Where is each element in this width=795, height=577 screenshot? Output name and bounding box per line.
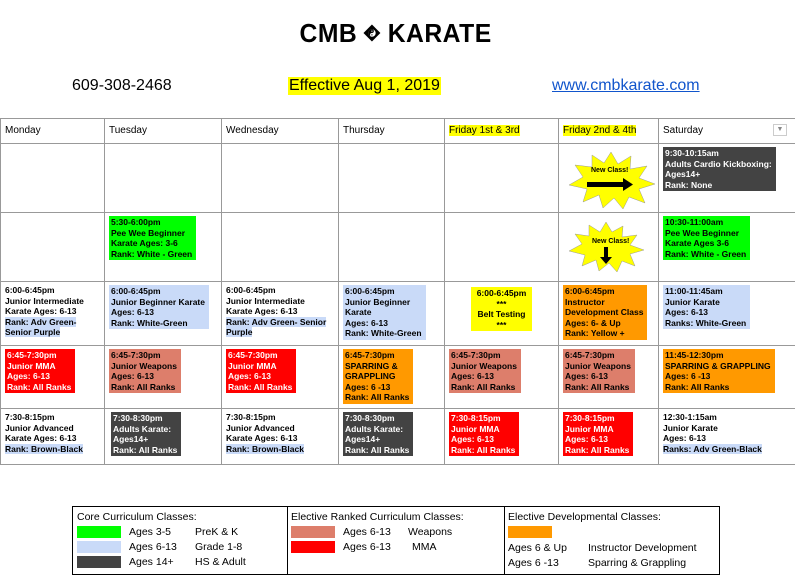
class-rank: Rank: All Ranks: [451, 444, 516, 455]
new-class-cell: [559, 144, 659, 213]
class-rank: Ranks: White-Green: [665, 317, 747, 328]
class-name-cont: Development Class: [565, 307, 644, 317]
class-rank: Rank: Adv Green- Senior: [226, 316, 327, 327]
class-rank: Rank: Yellow +: [565, 328, 625, 338]
class-ages: Ages14+: [665, 169, 701, 179]
class-name: SPARRING & GRAPPLING: [665, 360, 771, 371]
class-cell: [105, 409, 222, 465]
logo: [298, 14, 494, 52]
empty-cell: [1, 144, 105, 213]
swatch-core-ages-14: [77, 556, 121, 568]
class-ages: Karate Ages: 3-6: [111, 238, 178, 248]
empty-cell: [445, 213, 559, 282]
class-cell: [659, 409, 795, 465]
legend-ranked-title: Elective Ranked Curriculum Classes:: [291, 511, 464, 523]
class-ages: Ages: 6-13: [565, 434, 608, 444]
new-class-cell: [559, 213, 659, 282]
class-name: Pee Wee Beginner: [111, 227, 186, 238]
class-time: 6:00-6:45pm: [345, 286, 395, 296]
class-block-pee-wee: [109, 216, 196, 260]
yin-yang-logo-icon: [363, 14, 381, 52]
class-block-adult-karate: [111, 412, 181, 456]
swatch-mma: [291, 541, 335, 553]
class-ages: Karate Ages: 6-13: [226, 306, 298, 316]
class-name: Junior Advanced: [226, 422, 295, 433]
class-name: Junior Intermediate: [226, 295, 305, 306]
class-ages: Ages: 6 -13: [345, 381, 391, 392]
class-ages: Ages: 6-13: [451, 434, 494, 444]
legend-ages: Ages 6 -13: [508, 557, 559, 569]
class-name: Adults Karate:: [345, 423, 404, 434]
class-cell: [559, 409, 659, 465]
class-cell: [1, 409, 105, 465]
legend-ages: Ages 6 & Up: [508, 542, 567, 554]
class-time: 6:45-7:30pm: [565, 350, 615, 360]
swatch-core-ages-3-5: [77, 526, 121, 538]
logo-text-left: CMB: [299, 17, 358, 48]
day-header-thursday: Thursday: [339, 119, 445, 144]
empty-cell: [339, 213, 445, 282]
class-time: 7:30-8:15pm: [226, 412, 276, 422]
class-rank: Rank: Adv Green-: [5, 316, 77, 327]
empty-cell: [222, 144, 339, 213]
class-name: Junior MMA: [7, 360, 56, 371]
class-ages: Ages: 6-13: [228, 371, 271, 381]
day-header-wednesday: Wednesday: [222, 119, 339, 144]
class-rank: Rank: All Ranks: [565, 444, 630, 455]
class-block-pee-wee: [663, 216, 750, 260]
class-cell: [659, 282, 795, 346]
class-block-instructor-dev: [563, 285, 647, 340]
class-name: Adults Karate:: [113, 423, 172, 434]
class-block-junior-beginner: [109, 285, 209, 329]
class-name-cont: Karate: [345, 307, 372, 317]
class-time: 6:45-7:30pm: [345, 350, 395, 360]
website-link[interactable]: www.cmbkarate.com: [552, 77, 700, 94]
legend-grade: Grade 1-8: [195, 541, 243, 553]
class-name: Junior MMA: [228, 360, 277, 371]
class-block-junior-weapons: [449, 349, 521, 393]
class-rank: Rank: All Ranks: [345, 392, 410, 402]
class-name: Instructor: [565, 296, 605, 307]
class-time: 6:00-6:45pm: [111, 286, 161, 296]
class-cell: [659, 144, 795, 213]
legend-core: [73, 507, 288, 574]
schedule-row: [1, 409, 795, 465]
class-block-junior-mma: [5, 349, 75, 393]
class-name: Junior Weapons: [565, 360, 631, 371]
class-cell: [339, 282, 445, 346]
class-rank: Rank: All Ranks: [345, 444, 410, 455]
class-time: 11:00-11:45am: [665, 286, 723, 296]
legend: [72, 506, 720, 575]
class-time: 6:45-7:30pm: [7, 350, 57, 360]
class-ages: Ages: 6-13: [7, 371, 50, 381]
class-ages: Karate Ages 3-6: [665, 238, 729, 248]
legend-ages: Ages 6-13: [343, 526, 391, 538]
class-rank: Rank: White-Green: [345, 328, 422, 338]
day-header-friday-1-3: [445, 119, 559, 144]
swatch-developmental: [508, 526, 552, 538]
legend-type: Weapons: [408, 526, 453, 538]
class-name: Junior Intermediate: [5, 295, 84, 306]
class-cell: [105, 346, 222, 409]
new-class-badge: New Class!: [592, 238, 630, 245]
class-cell: [339, 409, 445, 465]
class-rank-cont: Senior Purple: [5, 327, 61, 337]
empty-cell: [339, 144, 445, 213]
class-ages: Ages: 6-13: [345, 317, 388, 328]
legend-ages: Ages 6-13: [343, 541, 391, 553]
class-time: 5:30-6:00pm: [111, 217, 161, 227]
class-block-junior-mma: [563, 412, 633, 456]
legend-ages: Ages 14+: [129, 556, 174, 568]
new-class-badge: New Class!: [591, 167, 629, 174]
class-cell: [105, 282, 222, 346]
legend-type: Instructor Development: [588, 542, 697, 554]
class-name: Belt Testing: [477, 309, 526, 319]
legend-grade: PreK & K: [195, 526, 239, 538]
class-block-junior-mma: [449, 412, 519, 456]
class-cell: [659, 213, 795, 282]
class-cell: [105, 213, 222, 282]
class-block-junior-weapons: [563, 349, 635, 393]
class-ages: Ages: 6-13: [111, 307, 154, 317]
class-time: 11:45-12:30pm: [665, 350, 724, 360]
class-block-junior-karate: [663, 285, 750, 329]
class-cell: [222, 346, 339, 409]
legend-ranked: [287, 507, 505, 574]
class-ages: Ages: 6 -13: [665, 371, 711, 381]
class-rank: Rank: Brown-Black: [226, 443, 304, 454]
logo-text-right: KARATE: [387, 17, 492, 48]
class-ages: Ages: 6-13: [111, 371, 154, 381]
class-cell: [222, 282, 339, 346]
schedule-row: [1, 282, 795, 346]
class-ages: Ages14+: [113, 434, 149, 444]
class-name: Junior Beginner: [345, 296, 411, 307]
class-ages: Ages: 6-13: [665, 307, 708, 317]
filter-dropdown-icon[interactable]: ▼: [773, 124, 787, 136]
swatch-core-ages-6-13: [77, 541, 121, 553]
class-block-adult-cardio: [663, 147, 776, 191]
class-time: 7:30-8:15pm: [451, 413, 501, 423]
new-class-right-arrow-burst-icon: [565, 150, 657, 210]
class-rank: Rank: All Ranks: [565, 381, 630, 392]
class-rank: Rank: All Ranks: [228, 381, 293, 392]
class-rank: Ranks: Adv Green-Black: [663, 443, 762, 454]
class-time: 6:00-6:45pm: [226, 285, 276, 295]
class-time: 6:45-7:30pm: [228, 350, 278, 360]
class-cell: [1, 346, 105, 409]
class-block-junior-weapons: [109, 349, 181, 393]
class-time: 6:00-6:45pm: [565, 286, 615, 296]
class-time: 12:30-1:15am: [663, 412, 717, 422]
class-name: Junior Beginner Karate: [111, 296, 205, 307]
class-cell: [445, 282, 559, 346]
empty-cell: [222, 213, 339, 282]
class-time: 7:30-8:30pm: [113, 413, 163, 423]
class-name: Adults Cardio Kickboxing:: [665, 158, 772, 169]
class-block-adult-karate: [343, 412, 413, 456]
class-name: Junior Karate: [665, 296, 720, 307]
class-name: Junior Karate: [663, 422, 718, 433]
class-cell: [445, 346, 559, 409]
schedule-row: [1, 213, 795, 282]
class-time: 9:30-10:15am: [665, 148, 719, 158]
class-rank: Rank: White - Green: [111, 248, 193, 259]
class-cell: [445, 409, 559, 465]
class-cell: [659, 346, 795, 409]
class-block-belt-testing: [471, 287, 533, 331]
effective-date: Effective Aug 1, 2019: [289, 77, 440, 94]
class-rank: Rank: None: [665, 179, 713, 190]
legend-core-title: Core Curriculum Classes:: [77, 511, 197, 523]
day-header-saturday: Saturday: [659, 119, 795, 144]
class-name: Junior MMA: [451, 423, 500, 434]
day-header-friday-1-3-label: Friday 1st & 3rd: [449, 124, 520, 136]
class-ages: Ages: 6-13: [451, 371, 494, 381]
class-time: 6:00-6:45pm: [5, 285, 55, 295]
legend-type: Sparring & Grappling: [588, 557, 687, 569]
class-time: 10:30-11:00am: [665, 217, 724, 227]
empty-cell: [1, 213, 105, 282]
class-time: 6:45-7:30pm: [451, 350, 501, 360]
class-ages: Ages: 6-13: [663, 433, 706, 443]
day-header-friday-2-4: [559, 119, 659, 144]
class-rank: Rank: All Ranks: [7, 381, 72, 392]
class-time: 6:00-6:45pm: [476, 288, 527, 298]
class-name: Pee Wee Beginner: [665, 227, 740, 238]
class-rank: Rank: All Ranks: [113, 444, 178, 455]
asterisks: ***: [496, 298, 507, 309]
class-name: SPARRING &: [345, 360, 398, 371]
schedule-row: [1, 346, 795, 409]
swatch-weapons: [291, 526, 335, 538]
legend-type: MMA: [412, 541, 437, 553]
class-block-sparring: [343, 349, 413, 404]
class-name: Junior Weapons: [451, 360, 517, 371]
empty-cell: [105, 144, 222, 213]
phone-number: 609-308-2468: [72, 77, 172, 94]
asterisks: ***: [496, 319, 507, 330]
day-header-monday: Monday: [1, 119, 105, 144]
class-rank: Rank: All Ranks: [111, 381, 176, 392]
class-ages: Karate Ages: 6-13: [5, 306, 77, 316]
class-name: Junior MMA: [565, 423, 614, 434]
class-ages: Karate Ages: 6-13: [226, 433, 298, 443]
class-cell: [339, 346, 445, 409]
legend-ages: Ages 3-5: [129, 526, 172, 538]
class-ages: Ages: 6-13: [565, 371, 608, 381]
class-block-sparring: [663, 349, 775, 393]
class-block-junior-mma: [226, 349, 296, 393]
class-time: 7:30-8:15pm: [565, 413, 615, 423]
schedule-table: [0, 118, 795, 465]
legend-ages: Ages 6-13: [129, 541, 177, 553]
class-ages: Karate Ages: 6-13: [5, 433, 77, 443]
class-rank: Rank: Brown-Black: [5, 443, 83, 454]
class-time: 6:45-7:30pm: [111, 350, 161, 360]
class-cell: [559, 346, 659, 409]
class-ages: Ages14+: [345, 434, 381, 444]
empty-cell: [445, 144, 559, 213]
day-header-row: [1, 119, 795, 144]
class-name: Junior Weapons: [111, 360, 177, 371]
day-header-friday-2-4-label: Friday 2nd & 4th: [563, 124, 637, 136]
schedule-row: [1, 144, 795, 213]
class-time: 7:30-8:30pm: [345, 413, 395, 423]
class-block-junior-beginner: [343, 285, 426, 340]
class-rank-cont: Purple: [226, 327, 253, 337]
class-cell: [1, 282, 105, 346]
class-cell: [559, 282, 659, 346]
class-name: Junior Advanced: [5, 422, 74, 433]
class-rank: Rank: White - Green: [665, 248, 747, 259]
class-ages: Ages: 6- & Up: [565, 317, 621, 328]
class-name-cont: GRAPPLING: [345, 371, 396, 381]
class-rank: Rank: All Ranks: [451, 381, 516, 392]
class-cell: [222, 409, 339, 465]
legend-dev-title: Elective Developmental Classes:: [508, 511, 661, 523]
class-time: 7:30-8:15pm: [5, 412, 55, 422]
legend-developmental: [504, 507, 719, 574]
class-rank: Rank: All Ranks: [665, 381, 730, 392]
class-rank: Rank: White-Green: [111, 317, 188, 328]
day-header-tuesday: Tuesday: [105, 119, 222, 144]
legend-grade: HS & Adult: [195, 556, 246, 568]
